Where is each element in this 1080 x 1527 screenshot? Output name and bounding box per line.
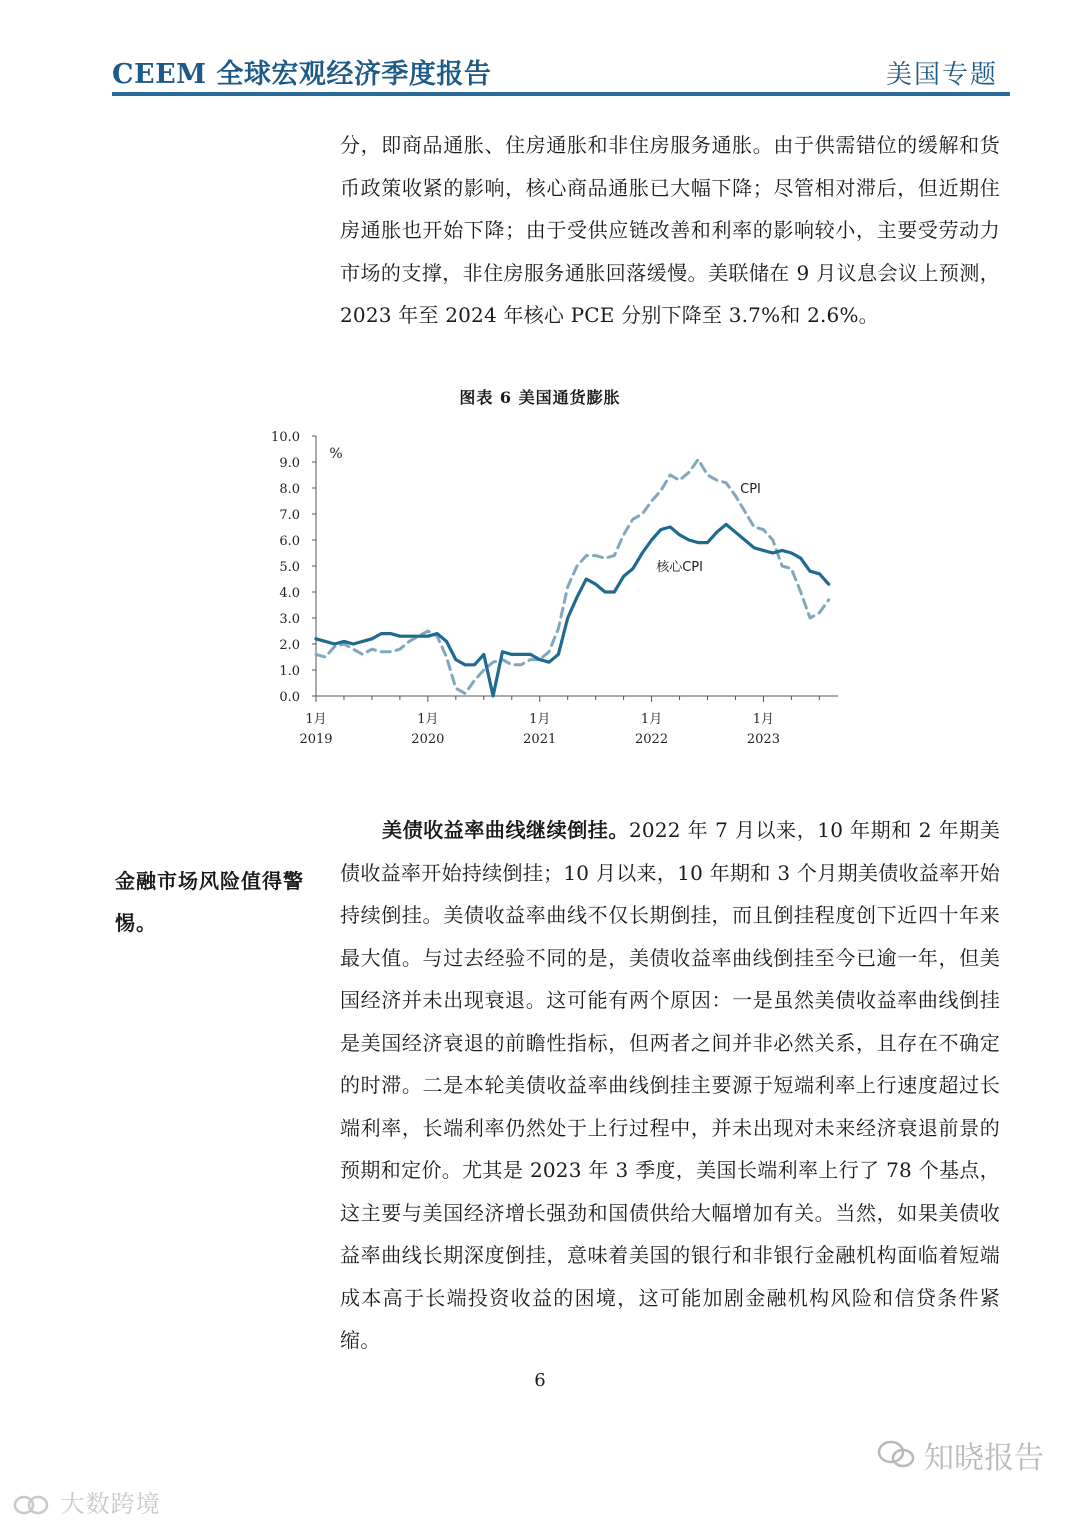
report-title: CEEM 全球宏观经济季度报告 [112, 59, 492, 90]
y-tick-label: 1.0 [279, 664, 300, 679]
y-tick-label: 7.0 [279, 508, 300, 523]
y-tick-label: 4.0 [279, 586, 300, 601]
series-line-core-cpi [316, 524, 829, 696]
header-divider [112, 92, 1010, 96]
y-tick-label: 3.0 [279, 612, 300, 627]
chart-axes [271, 430, 838, 747]
x-tick-label-year: 2019 [299, 732, 333, 747]
chart-caption: 图表 6 美国通货膨胀 [459, 388, 621, 407]
series-label-cpi: CPI [740, 482, 761, 497]
x-tick-label-year: 2021 [523, 732, 557, 747]
series-label-core-cpi: 核心CPI [656, 560, 703, 575]
y-tick-label: 9.0 [279, 456, 300, 471]
y-axis-unit-label: % [329, 446, 343, 462]
inflation-line-chart [250, 420, 860, 755]
loop-logo-icon [12, 1493, 52, 1517]
y-tick-label: 0.0 [279, 690, 300, 705]
x-tick-label-month: 1月 [417, 712, 439, 727]
chart-labels [329, 446, 761, 575]
y-tick-label: 5.0 [279, 560, 300, 575]
watermark-left [12, 1484, 161, 1519]
watermark-right-text: 知晓报告 [924, 1441, 1044, 1476]
x-tick-label-year: 2020 [411, 732, 445, 747]
page-number: 6 [534, 1370, 546, 1391]
x-tick-label-year: 2023 [746, 732, 780, 747]
x-tick-label-month: 1月 [752, 712, 775, 727]
body-paragraph-1: 分，即商品通胀、住房通胀和非住房服务通胀。由于供需错位的缓解和货币政策收紧的影响，核心商品通胀已大幅下降；尽管相对滞后，但近期住房通胀也开始下降；由于受供应链改善和利率的影响较小，主要受劳动力市场的支撑，非住房服务通胀回落缓慢。美联储在 9 月议息会议上预测，2023 年至 2024 年核心 PCE 分别下降至 3.7%和 2.6%。 [340, 133, 1000, 327]
y-tick-label: 10.0 [271, 430, 300, 445]
x-tick-label-month: 1月 [529, 712, 551, 727]
paragraph-body: 2022 年 7 月以来，10 年期和 2 年期美债收益率开始持续倒挂；10 月以来，10 年期和 3 个月期美债收益率开始持续倒挂。美债收益率曲线不仅长期倒挂，而且倒挂程度创下近四十年来最大值。与过去经验不同的是，美债收益率曲线倒挂至今已逾一年，但美国经济并未出现衰退。这可能有两个原因：一是虽然美债收益率曲线倒挂是美国经济衰退的前瞻性指标，但两者之间并非必然关系，且存在不确定的时滞。二是本轮美债收益率曲线倒挂主要源于短端利率上行速度超过长端利率，长端利率仍然处于上行过程中，并未出现对未来经济衰退前景的预期和定价。尤其是 2023 年 3 季度，美国长端利率上行了 78 个基点，这主要与美国经济增长强劲和国债供给大幅增加有关。当然，如果美债收益率曲线长期深度倒挂，意味着美国的银行和非银行金融机构面临着短端成本高于长端投资收益的困境，这可能加剧金融机构风险和信贷条件紧缩。 [340, 818, 1000, 1352]
x-tick-label-month: 1月 [305, 712, 327, 727]
chat-bubble-icon [876, 1439, 916, 1471]
watermark-left-text: 大数跨境 [60, 1490, 161, 1518]
watermark-right [876, 1433, 1044, 1477]
body-paragraph-2 [340, 809, 1000, 1362]
x-tick-label-month: 1月 [640, 712, 663, 727]
section-title: 美国专题 [885, 60, 998, 90]
side-note: 金融市场风险值得警惕。 [115, 869, 304, 935]
y-tick-label: 6.0 [279, 534, 300, 549]
x-tick-label-year: 2022 [635, 732, 669, 747]
y-tick-label: 8.0 [279, 482, 300, 497]
y-tick-label: 2.0 [279, 638, 300, 653]
paragraph-lead: 美债收益率曲线继续倒挂。 [382, 818, 629, 842]
